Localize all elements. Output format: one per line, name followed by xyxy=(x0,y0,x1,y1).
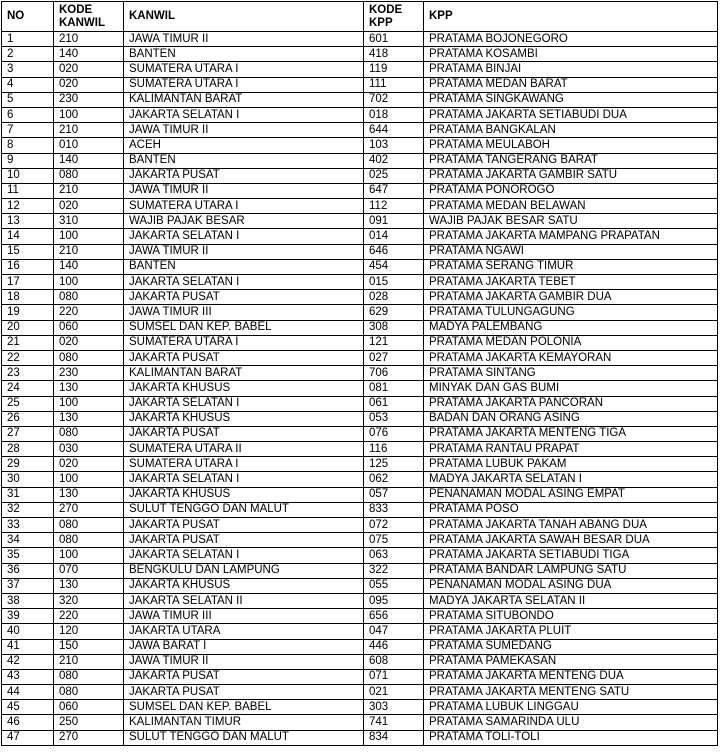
cell-no: 30 xyxy=(2,472,54,487)
cell-no: 17 xyxy=(2,275,54,290)
cell-kpp: PRATAMA MEDAN POLONIA xyxy=(424,335,718,350)
cell-kpp: PRATAMA RANTAU PRAPAT xyxy=(424,442,718,457)
cell-kode-kanwil: 010 xyxy=(54,138,124,153)
table-row xyxy=(2,153,718,168)
cell-kpp: PRATAMA JAKARTA GAMBIR SATU xyxy=(424,168,718,183)
cell-kode-kpp: 601 xyxy=(364,32,424,47)
cell-kode-kanwil: 230 xyxy=(54,366,124,381)
cell-kpp: PRATAMA SINTANG xyxy=(424,366,718,381)
cell-kode-kanwil: 320 xyxy=(54,593,124,608)
cell-kanwil: JAKARTA SELATAN I xyxy=(124,548,364,563)
cell-kode-kanwil: 020 xyxy=(54,335,124,350)
cell-no: 6 xyxy=(2,107,54,122)
table-row xyxy=(2,715,718,730)
cell-kode-kanwil: 020 xyxy=(54,62,124,77)
cell-kode-kanwil: 080 xyxy=(54,533,124,548)
cell-kanwil: BANTEN xyxy=(124,259,364,274)
cell-kode-kpp: 706 xyxy=(364,366,424,381)
cell-kpp: PRATAMA SUMEDANG xyxy=(424,639,718,654)
cell-no: 5 xyxy=(2,92,54,107)
cell-kpp: PRATAMA BINJAI xyxy=(424,62,718,77)
table-row xyxy=(2,700,718,715)
table-row xyxy=(2,366,718,381)
cell-kanwil: JAWA TIMUR II xyxy=(124,123,364,138)
cell-kpp: PRATAMA JAKARTA KEMAYORAN xyxy=(424,350,718,365)
cell-kpp: PRATAMA JAKARTA PANCORAN xyxy=(424,396,718,411)
cell-kode-kpp: 055 xyxy=(364,578,424,593)
cell-no: 38 xyxy=(2,593,54,608)
header-kpp: KPP xyxy=(424,2,718,32)
cell-kanwil: SUMATERA UTARA I xyxy=(124,199,364,214)
cell-kanwil: JAWA TIMUR III xyxy=(124,305,364,320)
table-header xyxy=(2,2,718,32)
cell-no: 27 xyxy=(2,426,54,441)
cell-kode-kpp: 061 xyxy=(364,396,424,411)
cell-kode-kanwil: 080 xyxy=(54,168,124,183)
table-row xyxy=(2,47,718,62)
table-row xyxy=(2,305,718,320)
kpp-table xyxy=(1,1,718,746)
header-kode-kpp xyxy=(364,2,424,32)
cell-no: 13 xyxy=(2,214,54,229)
cell-kode-kanwil: 020 xyxy=(54,457,124,472)
cell-kpp: PRATAMA SINGKAWANG xyxy=(424,92,718,107)
cell-kode-kanwil: 270 xyxy=(54,502,124,517)
cell-no: 22 xyxy=(2,350,54,365)
cell-kode-kpp: 075 xyxy=(364,533,424,548)
cell-kpp: PRATAMA SAMARINDA ULU xyxy=(424,715,718,730)
cell-kanwil: JAKARTA SELATAN I xyxy=(124,107,364,122)
cell-kode-kpp: 644 xyxy=(364,123,424,138)
cell-kode-kpp: 111 xyxy=(364,77,424,92)
cell-kode-kpp: 702 xyxy=(364,92,424,107)
cell-kpp: PRATAMA TULUNGAGUNG xyxy=(424,305,718,320)
cell-kode-kpp: 833 xyxy=(364,502,424,517)
table-row xyxy=(2,335,718,350)
cell-kanwil: KALIMANTAN TIMUR xyxy=(124,715,364,730)
cell-kpp: WAJIB PAJAK BESAR SATU xyxy=(424,214,718,229)
cell-no: 16 xyxy=(2,259,54,274)
cell-kode-kanwil: 020 xyxy=(54,77,124,92)
cell-kode-kpp: 647 xyxy=(364,183,424,198)
table-row xyxy=(2,214,718,229)
cell-no: 11 xyxy=(2,183,54,198)
cell-kpp: MADYA JAKARTA SELATAN I xyxy=(424,472,718,487)
cell-kode-kanwil: 130 xyxy=(54,487,124,502)
cell-no: 19 xyxy=(2,305,54,320)
cell-kode-kanwil: 310 xyxy=(54,214,124,229)
cell-kode-kpp: 057 xyxy=(364,487,424,502)
cell-kpp: PRATAMA MEDAN BARAT xyxy=(424,77,718,92)
cell-no: 47 xyxy=(2,730,54,745)
table-row xyxy=(2,457,718,472)
cell-kpp: PRATAMA BANDAR LAMPUNG SATU xyxy=(424,563,718,578)
cell-kpp: PRATAMA LUBUK PAKAM xyxy=(424,457,718,472)
cell-kanwil: JAWA TIMUR III xyxy=(124,609,364,624)
cell-kpp: PRATAMA JAKARTA GAMBIR DUA xyxy=(424,290,718,305)
cell-kanwil: JAWA BARAT I xyxy=(124,639,364,654)
cell-kode-kanwil: 140 xyxy=(54,47,124,62)
table-row xyxy=(2,62,718,77)
table-row xyxy=(2,624,718,639)
cell-kanwil: JAKARTA SELATAN I xyxy=(124,472,364,487)
cell-kpp: PRATAMA JAKARTA PLUIT xyxy=(424,624,718,639)
cell-kode-kpp: 608 xyxy=(364,654,424,669)
cell-kode-kanwil: 150 xyxy=(54,639,124,654)
table-row xyxy=(2,669,718,684)
cell-kanwil: SUMSEL DAN KEP. BABEL xyxy=(124,700,364,715)
table-row xyxy=(2,77,718,92)
cell-kanwil: KALIMANTAN BARAT xyxy=(124,366,364,381)
cell-kpp: PRATAMA PAMEKASAN xyxy=(424,654,718,669)
cell-kode-kanwil: 210 xyxy=(54,123,124,138)
table-row xyxy=(2,533,718,548)
cell-kpp: PRATAMA JAKARTA TANAH ABANG DUA xyxy=(424,518,718,533)
cell-kode-kpp: 053 xyxy=(364,411,424,426)
cell-kode-kpp: 081 xyxy=(364,381,424,396)
cell-kanwil: BANTEN xyxy=(124,153,364,168)
cell-no: 20 xyxy=(2,320,54,335)
cell-no: 42 xyxy=(2,654,54,669)
table-row xyxy=(2,350,718,365)
cell-no: 31 xyxy=(2,487,54,502)
cell-kode-kpp: 021 xyxy=(364,685,424,700)
table-row xyxy=(2,290,718,305)
cell-kode-kpp: 103 xyxy=(364,138,424,153)
cell-kode-kanwil: 100 xyxy=(54,229,124,244)
cell-kanwil: KALIMANTAN BARAT xyxy=(124,92,364,107)
cell-no: 21 xyxy=(2,335,54,350)
header-kode-kanwil-line1: KODE xyxy=(59,3,93,16)
cell-kanwil: JAKARTA KHUSUS xyxy=(124,578,364,593)
cell-kpp: PENANAMAN MODAL ASING EMPAT xyxy=(424,487,718,502)
header-kode-kanwil-line2: KANWIL xyxy=(59,16,105,29)
cell-kode-kanwil: 030 xyxy=(54,442,124,457)
cell-kanwil: SUMATERA UTARA I xyxy=(124,457,364,472)
cell-no: 24 xyxy=(2,381,54,396)
cell-kode-kanwil: 100 xyxy=(54,275,124,290)
table-row xyxy=(2,487,718,502)
table-row xyxy=(2,593,718,608)
cell-kode-kpp: 629 xyxy=(364,305,424,320)
cell-no: 8 xyxy=(2,138,54,153)
cell-kanwil: JAKARTA SELATAN I xyxy=(124,275,364,290)
cell-kode-kpp: 091 xyxy=(364,214,424,229)
cell-kanwil: ACEH xyxy=(124,138,364,153)
cell-kode-kanwil: 210 xyxy=(54,244,124,259)
cell-no: 2 xyxy=(2,47,54,62)
cell-no: 33 xyxy=(2,518,54,533)
cell-kanwil: JAKARTA SELATAN II xyxy=(124,593,364,608)
cell-kode-kanwil: 060 xyxy=(54,700,124,715)
cell-kode-kpp: 741 xyxy=(364,715,424,730)
cell-kode-kpp: 076 xyxy=(364,426,424,441)
table-row xyxy=(2,381,718,396)
cell-kode-kanwil: 250 xyxy=(54,715,124,730)
table-row xyxy=(2,730,718,745)
cell-no: 3 xyxy=(2,62,54,77)
table-row xyxy=(2,199,718,214)
cell-kanwil: SUMSEL DAN KEP. BABEL xyxy=(124,320,364,335)
cell-kode-kanwil: 220 xyxy=(54,609,124,624)
cell-kanwil: JAWA TIMUR II xyxy=(124,32,364,47)
cell-kpp: MADYA JAKARTA SELATAN II xyxy=(424,593,718,608)
cell-kanwil: JAKARTA PUSAT xyxy=(124,533,364,548)
table-row xyxy=(2,411,718,426)
table-row xyxy=(2,609,718,624)
cell-kode-kpp: 027 xyxy=(364,350,424,365)
cell-no: 39 xyxy=(2,609,54,624)
cell-kode-kanwil: 020 xyxy=(54,199,124,214)
cell-kanwil: JAKARTA PUSAT xyxy=(124,426,364,441)
cell-no: 34 xyxy=(2,533,54,548)
cell-no: 4 xyxy=(2,77,54,92)
table-row xyxy=(2,275,718,290)
table-row xyxy=(2,563,718,578)
cell-kode-kanwil: 100 xyxy=(54,548,124,563)
cell-kode-kanwil: 080 xyxy=(54,290,124,305)
cell-kanwil: BANTEN xyxy=(124,47,364,62)
cell-kanwil: JAWA TIMUR II xyxy=(124,244,364,259)
table-row xyxy=(2,472,718,487)
cell-no: 18 xyxy=(2,290,54,305)
cell-kanwil: JAKARTA KHUSUS xyxy=(124,381,364,396)
table-row xyxy=(2,183,718,198)
cell-kanwil: JAKARTA PUSAT xyxy=(124,350,364,365)
table-row xyxy=(2,442,718,457)
cell-kode-kanwil: 070 xyxy=(54,563,124,578)
cell-kode-kanwil: 270 xyxy=(54,730,124,745)
cell-no: 36 xyxy=(2,563,54,578)
cell-kode-kpp: 071 xyxy=(364,669,424,684)
cell-no: 14 xyxy=(2,229,54,244)
cell-kode-kpp: 121 xyxy=(364,335,424,350)
cell-kpp: PRATAMA PONOROGO xyxy=(424,183,718,198)
table-row xyxy=(2,244,718,259)
cell-no: 7 xyxy=(2,123,54,138)
cell-kode-kanwil: 140 xyxy=(54,153,124,168)
cell-no: 45 xyxy=(2,700,54,715)
cell-kode-kanwil: 220 xyxy=(54,305,124,320)
cell-kpp: PRATAMA TOLI-TOLI xyxy=(424,730,718,745)
cell-kanwil: JAKARTA KHUSUS xyxy=(124,487,364,502)
table-row xyxy=(2,259,718,274)
cell-kode-kpp: 112 xyxy=(364,199,424,214)
cell-kode-kpp: 834 xyxy=(364,730,424,745)
cell-no: 12 xyxy=(2,199,54,214)
cell-kpp: PRATAMA NGAWI xyxy=(424,244,718,259)
cell-kode-kpp: 028 xyxy=(364,290,424,305)
cell-kode-kpp: 454 xyxy=(364,259,424,274)
header-kanwil: KANWIL xyxy=(124,2,364,32)
table-row xyxy=(2,548,718,563)
table-row xyxy=(2,502,718,517)
cell-kode-kanwil: 210 xyxy=(54,183,124,198)
table-row xyxy=(2,32,718,47)
cell-kpp: MADYA PALEMBANG xyxy=(424,320,718,335)
cell-kpp: PRATAMA JAKARTA SETIABUDI TIGA xyxy=(424,548,718,563)
cell-kanwil: BENGKULU DAN LAMPUNG xyxy=(124,563,364,578)
cell-kpp: PRATAMA JAKARTA MENTENG TIGA xyxy=(424,426,718,441)
cell-kode-kanwil: 100 xyxy=(54,472,124,487)
cell-kode-kpp: 018 xyxy=(364,107,424,122)
cell-no: 44 xyxy=(2,685,54,700)
cell-kpp: PRATAMA JAKARTA TEBET xyxy=(424,275,718,290)
cell-kode-kpp: 656 xyxy=(364,609,424,624)
table-row xyxy=(2,578,718,593)
cell-kode-kpp: 125 xyxy=(364,457,424,472)
cell-kode-kanwil: 230 xyxy=(54,92,124,107)
table-row xyxy=(2,107,718,122)
cell-kode-kpp: 646 xyxy=(364,244,424,259)
cell-no: 10 xyxy=(2,168,54,183)
cell-kanwil: SULUT TENGGO DAN MALUT xyxy=(124,730,364,745)
table-row xyxy=(2,396,718,411)
cell-kpp: PRATAMA KOSAMBI xyxy=(424,47,718,62)
cell-kode-kpp: 072 xyxy=(364,518,424,533)
cell-kode-kanwil: 080 xyxy=(54,426,124,441)
cell-no: 23 xyxy=(2,366,54,381)
cell-kpp: PRATAMA JAKARTA MENTENG SATU xyxy=(424,685,718,700)
cell-kpp: PRATAMA BANGKALAN xyxy=(424,123,718,138)
cell-no: 9 xyxy=(2,153,54,168)
cell-kpp: PENANAMAN MODAL ASING DUA xyxy=(424,578,718,593)
table-row xyxy=(2,229,718,244)
cell-kode-kanwil: 210 xyxy=(54,654,124,669)
cell-kode-kpp: 025 xyxy=(364,168,424,183)
cell-kode-kanwil: 140 xyxy=(54,259,124,274)
cell-kode-kpp: 303 xyxy=(364,700,424,715)
cell-kpp: PRATAMA SITUBONDO xyxy=(424,609,718,624)
table-row xyxy=(2,518,718,533)
cell-kode-kpp: 014 xyxy=(364,229,424,244)
cell-no: 26 xyxy=(2,411,54,426)
cell-kpp: PRATAMA JAKARTA MAMPANG PRAPATAN xyxy=(424,229,718,244)
cell-kode-kpp: 119 xyxy=(364,62,424,77)
cell-no: 46 xyxy=(2,715,54,730)
cell-kode-kanwil: 080 xyxy=(54,669,124,684)
cell-kanwil: SUMATERA UTARA I xyxy=(124,77,364,92)
header-kode-kpp-line1: KODE xyxy=(369,3,403,16)
cell-kpp: PRATAMA JAKARTA SETIABUDI DUA xyxy=(424,107,718,122)
cell-no: 37 xyxy=(2,578,54,593)
cell-kpp: PRATAMA MEDAN BELAWAN xyxy=(424,199,718,214)
header-kode-kanwil xyxy=(54,2,124,32)
cell-kanwil: SULUT TENGGO DAN MALUT xyxy=(124,502,364,517)
cell-kpp: BADAN DAN ORANG ASING xyxy=(424,411,718,426)
cell-no: 1 xyxy=(2,32,54,47)
cell-kanwil: SUMATERA UTARA I xyxy=(124,62,364,77)
cell-kpp: PRATAMA SERANG TIMUR xyxy=(424,259,718,274)
cell-kanwil: SUMATERA UTARA II xyxy=(124,442,364,457)
cell-kanwil: JAWA TIMUR II xyxy=(124,183,364,198)
cell-no: 28 xyxy=(2,442,54,457)
cell-kanwil: JAKARTA KHUSUS xyxy=(124,411,364,426)
cell-no: 25 xyxy=(2,396,54,411)
table-row xyxy=(2,654,718,669)
header-kode-kpp-line2: KPP xyxy=(369,16,393,29)
cell-kode-kpp: 402 xyxy=(364,153,424,168)
header-no: NO xyxy=(2,2,54,32)
cell-kode-kpp: 308 xyxy=(364,320,424,335)
table-row xyxy=(2,426,718,441)
cell-kode-kanwil: 100 xyxy=(54,107,124,122)
table-body xyxy=(2,32,718,746)
header-row xyxy=(2,2,718,32)
table-row xyxy=(2,138,718,153)
table-row xyxy=(2,168,718,183)
cell-kode-kpp: 015 xyxy=(364,275,424,290)
table-row xyxy=(2,320,718,335)
cell-kode-kpp: 063 xyxy=(364,548,424,563)
cell-kanwil: WAJIB PAJAK BESAR xyxy=(124,214,364,229)
cell-kode-kpp: 116 xyxy=(364,442,424,457)
cell-kpp: PRATAMA LUBUK LINGGAU xyxy=(424,700,718,715)
table-row xyxy=(2,639,718,654)
cell-kode-kpp: 062 xyxy=(364,472,424,487)
cell-kanwil: JAKARTA PUSAT xyxy=(124,290,364,305)
cell-kode-kanwil: 210 xyxy=(54,32,124,47)
cell-kode-kanwil: 060 xyxy=(54,320,124,335)
cell-kpp: PRATAMA JAKARTA MENTENG DUA xyxy=(424,669,718,684)
cell-kpp: PRATAMA JAKARTA SAWAH BESAR DUA xyxy=(424,533,718,548)
cell-kode-kpp: 322 xyxy=(364,563,424,578)
cell-kpp: PRATAMA POSO xyxy=(424,502,718,517)
cell-kode-kanwil: 080 xyxy=(54,518,124,533)
table-row xyxy=(2,685,718,700)
cell-kode-kpp: 446 xyxy=(364,639,424,654)
table-row xyxy=(2,123,718,138)
cell-kode-kanwil: 080 xyxy=(54,685,124,700)
cell-kanwil: JAKARTA PUSAT xyxy=(124,685,364,700)
cell-kanwil: JAKARTA PUSAT xyxy=(124,669,364,684)
cell-kpp: PRATAMA TANGERANG BARAT xyxy=(424,153,718,168)
cell-kanwil: JAWA TIMUR II xyxy=(124,654,364,669)
cell-kpp: PRATAMA BOJONEGORO xyxy=(424,32,718,47)
cell-kode-kanwil: 130 xyxy=(54,411,124,426)
cell-no: 40 xyxy=(2,624,54,639)
cell-no: 15 xyxy=(2,244,54,259)
cell-kode-kanwil: 080 xyxy=(54,350,124,365)
cell-kanwil: SUMATERA UTARA I xyxy=(124,335,364,350)
cell-kode-kanwil: 130 xyxy=(54,578,124,593)
cell-kanwil: JAKARTA UTARA xyxy=(124,624,364,639)
cell-kpp: PRATAMA MEULABOH xyxy=(424,138,718,153)
cell-kpp: MINYAK DAN GAS BUMI xyxy=(424,381,718,396)
cell-no: 41 xyxy=(2,639,54,654)
cell-kode-kpp: 047 xyxy=(364,624,424,639)
cell-no: 32 xyxy=(2,502,54,517)
cell-kode-kanwil: 100 xyxy=(54,396,124,411)
cell-kanwil: JAKARTA SELATAN I xyxy=(124,229,364,244)
cell-kanwil: JAKARTA PUSAT xyxy=(124,168,364,183)
cell-kanwil: JAKARTA PUSAT xyxy=(124,518,364,533)
cell-kode-kpp: 095 xyxy=(364,593,424,608)
cell-kode-kpp: 418 xyxy=(364,47,424,62)
cell-no: 43 xyxy=(2,669,54,684)
cell-no: 29 xyxy=(2,457,54,472)
table-row xyxy=(2,92,718,107)
cell-kode-kanwil: 120 xyxy=(54,624,124,639)
cell-no: 35 xyxy=(2,548,54,563)
cell-kanwil: JAKARTA SELATAN I xyxy=(124,396,364,411)
cell-kode-kanwil: 130 xyxy=(54,381,124,396)
